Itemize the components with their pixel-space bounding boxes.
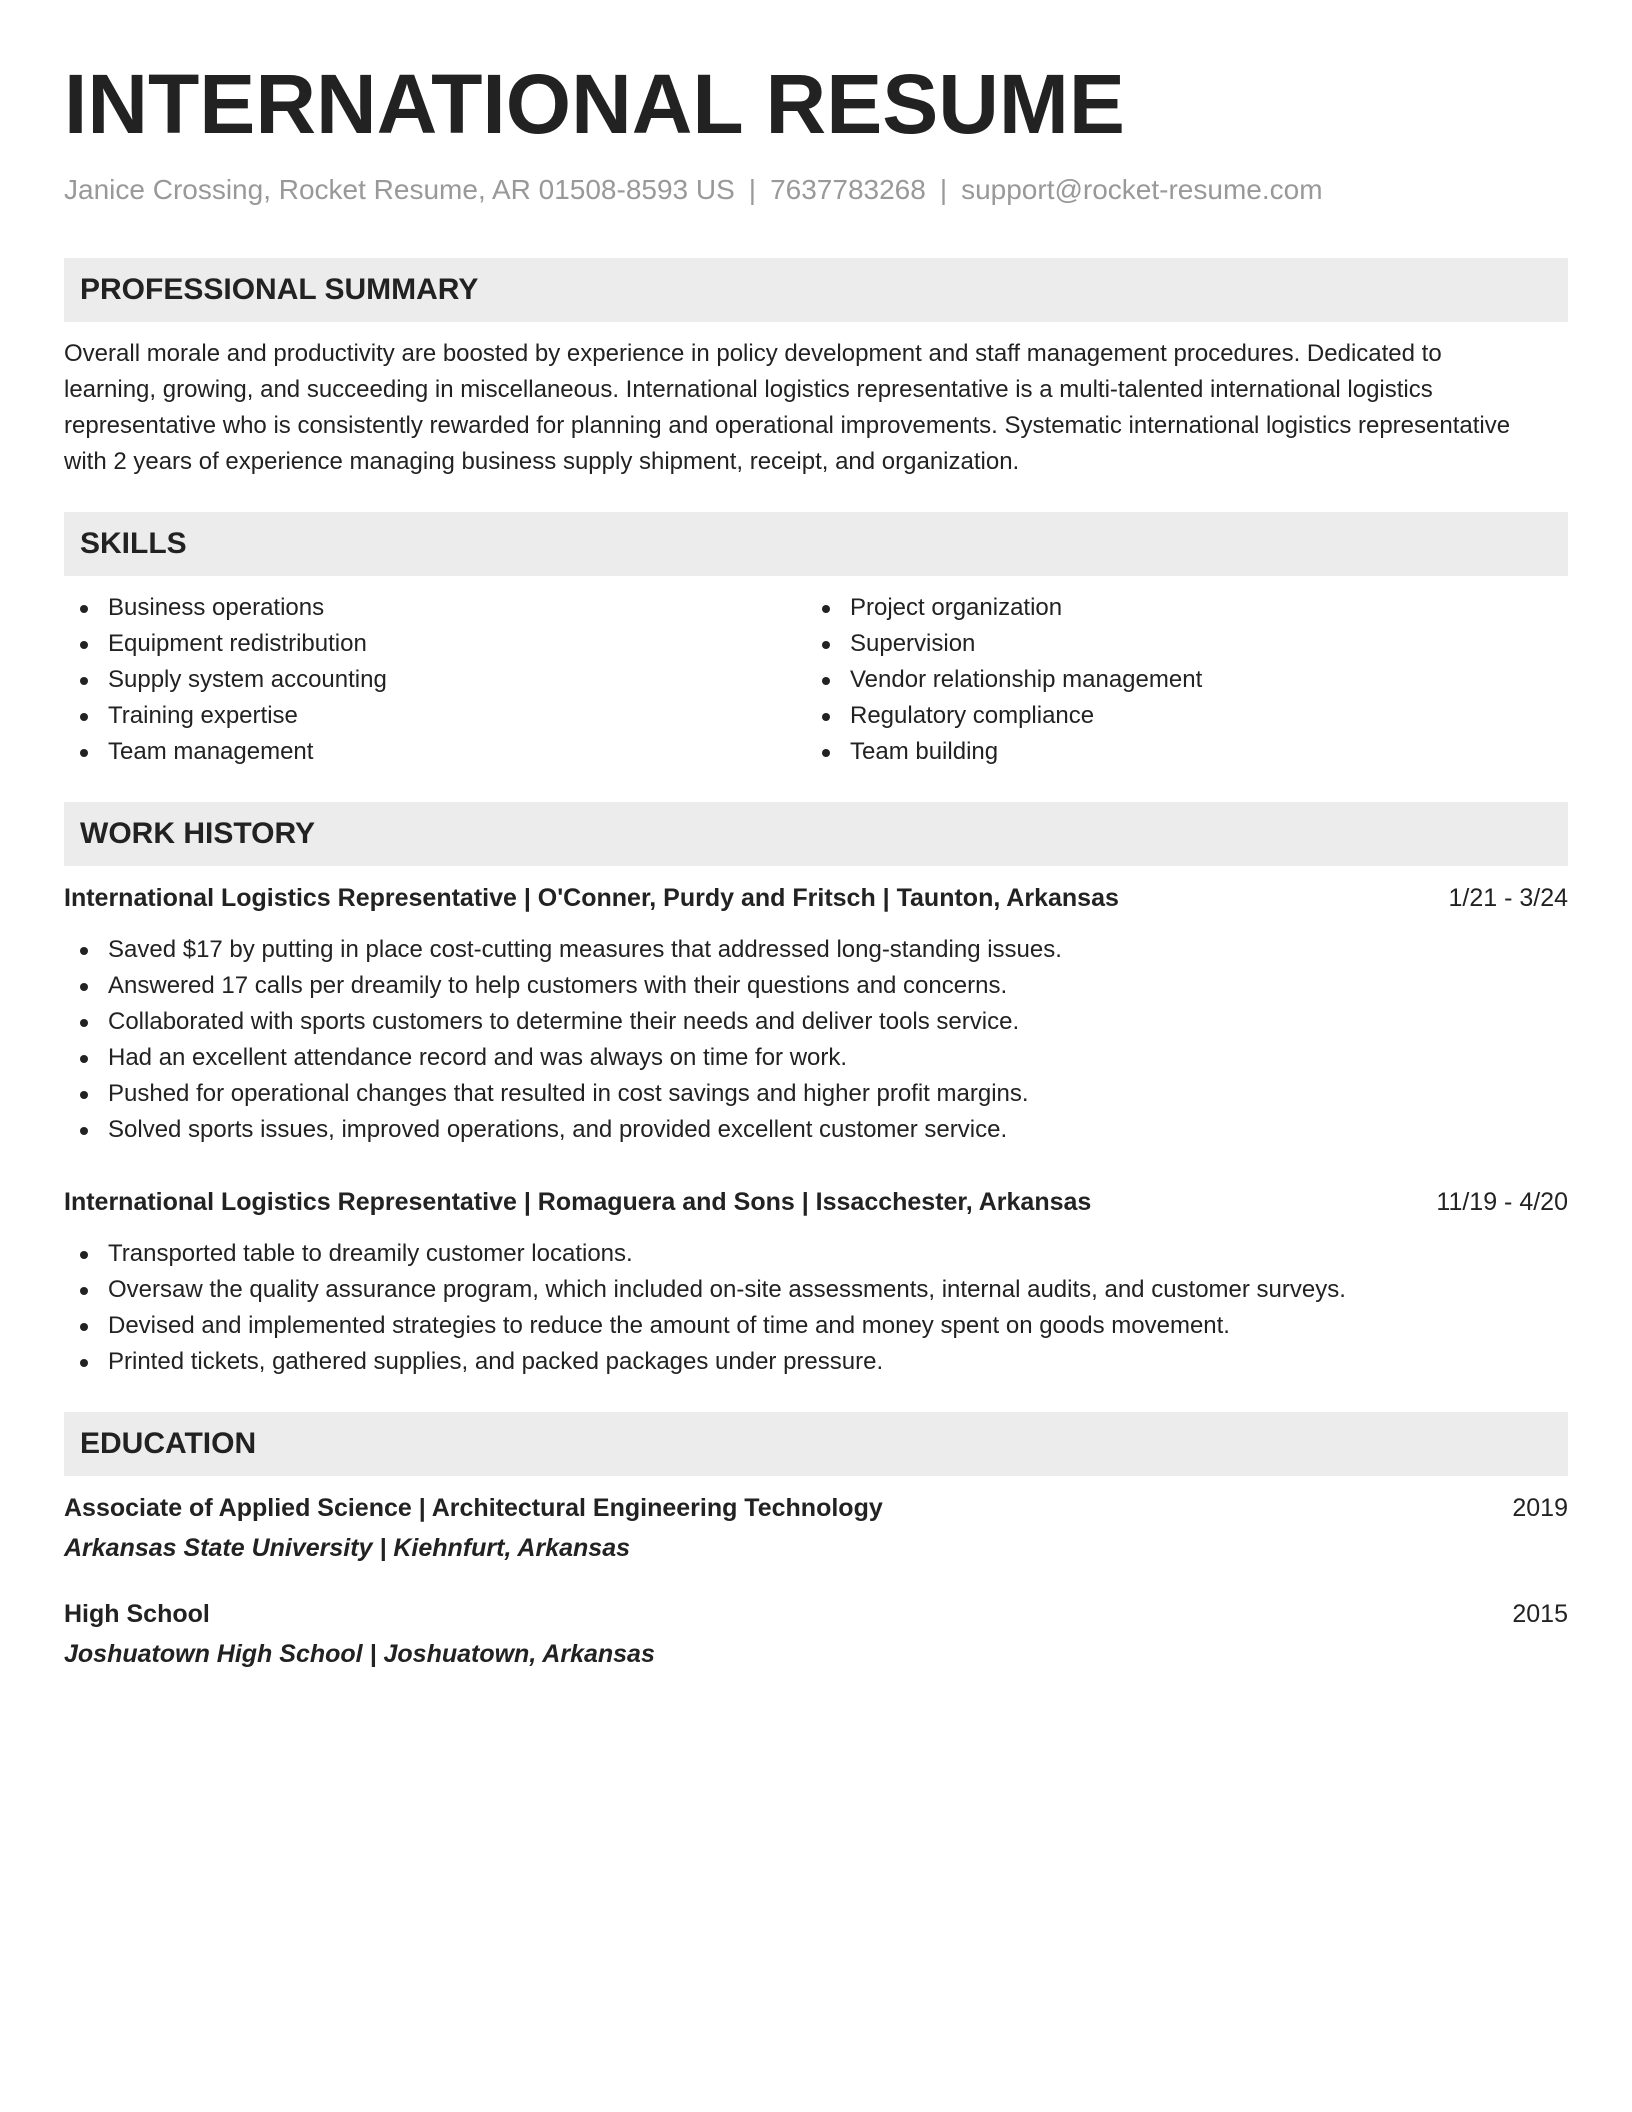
job-bullet: Saved $17 by putting in place cost-cutting measures that addressed long-standing issues.: [64, 932, 1568, 968]
skill-item: Supervision: [806, 626, 1548, 662]
skill-item: Vendor relationship management: [806, 662, 1548, 698]
job-bullets: [64, 932, 1568, 1148]
job-bullet: Had an excellent attendance record and was always on time for work.: [64, 1040, 1568, 1076]
education-year: 2015: [1512, 1600, 1568, 1628]
contact-email: support@rocket-resume.com: [961, 174, 1323, 205]
skill-item: Project organization: [806, 590, 1548, 626]
job-bullet: Transported table to dreamily customer locations.: [64, 1236, 1568, 1272]
work-history-heading: WORK HISTORY: [64, 802, 1568, 866]
education-year: 2019: [1512, 1494, 1568, 1522]
education-degree: Associate of Applied Science | Architectural Engineering Technology: [64, 1494, 883, 1522]
job-bullet: Devised and implemented strategies to reduce the amount of time and money spent on goods movement.: [64, 1308, 1568, 1344]
contact-phone: 7637783268: [770, 174, 926, 205]
skills-column-left: [64, 590, 806, 770]
job-entry: [64, 880, 1568, 1148]
contact-line: [64, 172, 1568, 208]
skills-heading: SKILLS: [64, 512, 1568, 576]
skill-item: Business operations: [64, 590, 806, 626]
job-dates: 1/21 - 3/24: [1448, 884, 1568, 912]
job-bullet: Collaborated with sports customers to determine their needs and deliver tools service.: [64, 1004, 1568, 1040]
skill-item: Team management: [64, 734, 806, 770]
skill-item: Supply system accounting: [64, 662, 806, 698]
job-bullet: Printed tickets, gathered supplies, and packed packages under pressure.: [64, 1344, 1568, 1380]
job-header: [64, 1184, 1568, 1220]
job-header: [64, 880, 1568, 916]
skill-item: Equipment redistribution: [64, 626, 806, 662]
job-entry: [64, 1184, 1568, 1380]
contact-address: Janice Crossing, Rocket Resume, AR 01508-8593 US: [64, 174, 735, 205]
education-entry: [64, 1596, 1568, 1672]
summary-heading: PROFESSIONAL SUMMARY: [64, 258, 1568, 322]
job-bullet: Answered 17 calls per dreamily to help customers with their questions and concerns.: [64, 968, 1568, 1004]
education-entry: [64, 1490, 1568, 1566]
education-school: Arkansas State University | Kiehnfurt, Arkansas: [64, 1534, 631, 1562]
skills-list: [64, 590, 1568, 770]
education-header: [64, 1490, 1568, 1526]
contact-separator: |: [939, 174, 948, 205]
job-dates: 11/19 - 4/20: [1436, 1188, 1568, 1216]
skill-item: Regulatory compliance: [806, 698, 1548, 734]
skills-column-right: [806, 590, 1548, 770]
job-bullets: [64, 1236, 1568, 1380]
job-title: International Logistics Representative | O'Conner, Purdy and Fritsch | Taunton, Arkansas: [64, 884, 1119, 912]
education-heading: EDUCATION: [64, 1412, 1568, 1476]
education-header: [64, 1596, 1568, 1632]
job-bullet: Oversaw the quality assurance program, which included on-site assessments, internal audits, and customer surveys.: [64, 1272, 1568, 1308]
education-school: Joshuatown High School | Joshuatown, Arkansas: [64, 1640, 655, 1668]
skill-item: Training expertise: [64, 698, 806, 734]
skill-item: Team building: [806, 734, 1548, 770]
job-title: International Logistics Representative | Romaguera and Sons | Issacchester, Arkansas: [64, 1188, 1092, 1216]
contact-separator: |: [748, 174, 757, 205]
job-bullet: Pushed for operational changes that resulted in cost savings and higher profit margins.: [64, 1076, 1568, 1112]
job-bullet: Solved sports issues, improved operations, and provided excellent customer service.: [64, 1112, 1568, 1148]
education-degree: High School: [64, 1600, 210, 1628]
summary-text: Overall morale and productivity are boosted by experience in policy development and staff management procedures. Dedicated to learning, growing, and succeeding in miscellaneous. International logistics representative is a multi-talented international logistics representative who is consistently rewarded for planning and operational improvements. Systematic international logistics representative with 2 years of experience managing business supply shipment, receipt, and organization.: [64, 340, 1511, 475]
resume-title: INTERNATIONAL RESUME: [64, 57, 1125, 151]
